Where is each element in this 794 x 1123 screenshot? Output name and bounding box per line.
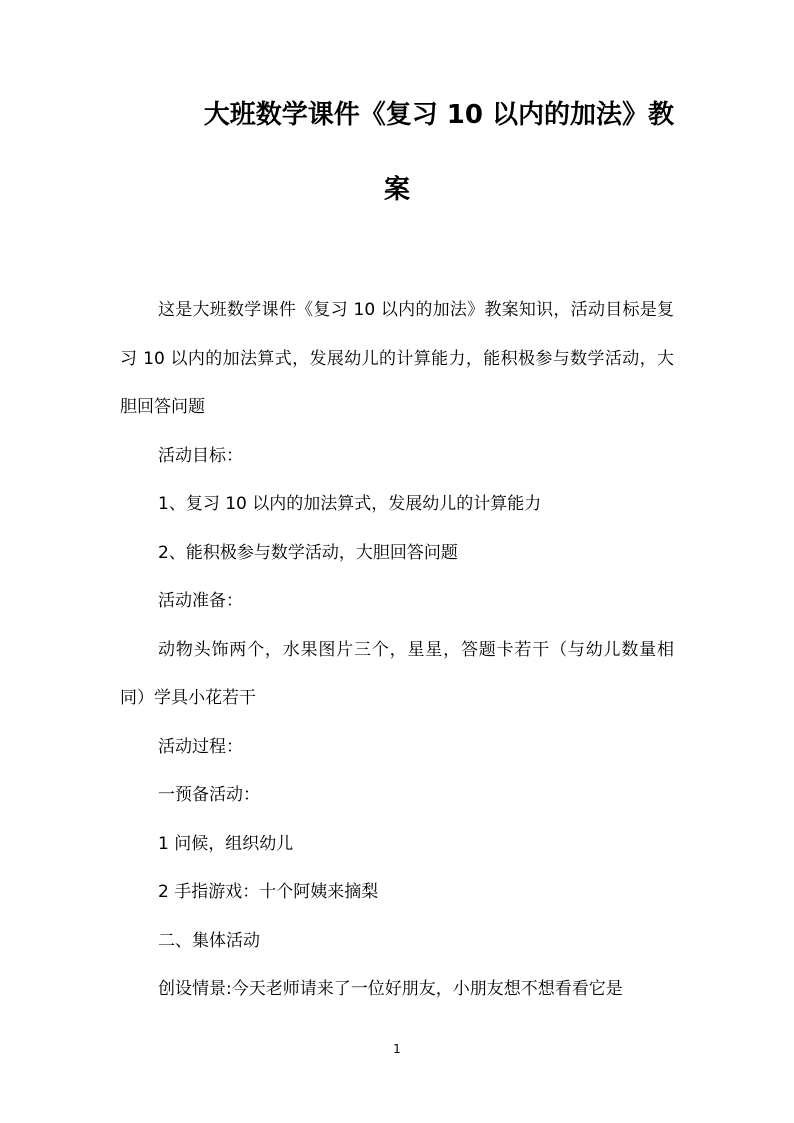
- page-number: 1: [393, 1042, 401, 1056]
- preparation-paragraph: 动物头饰两个，水果图片三个，星星，答题卡若干（与幼儿数量相同）学具小花若干: [120, 639, 674, 708]
- section-heading-process: 活动过程：: [158, 736, 243, 757]
- intro-paragraph: 这是大班数学课件《复习 10 以内的加法》教案知识，活动目标是复习 10 以内的加法算式，发展幼儿的计算能力，能积极参与数学活动，大胆回答问题: [120, 300, 674, 417]
- scenario-paragraph: 创设情景:今天老师请来了一位好朋友，小朋友想不想看看它是: [158, 979, 623, 999]
- objective-item-1: 1、复习 10 以内的加法算式，发展幼儿的计算能力: [158, 494, 542, 514]
- document-title-line-2: 案: [383, 175, 410, 205]
- objective-item-2: 2、能积极参与数学活动，大胆回答问题: [158, 542, 458, 563]
- section-heading-objectives: 活动目标：: [158, 445, 243, 466]
- process-step-heading-1: 一预备活动：: [158, 785, 260, 805]
- process-item-2: 2 手指游戏：十个阿姨来摘梨: [158, 882, 379, 902]
- process-step-heading-2: 二、集体活动: [158, 930, 260, 951]
- section-heading-preparation: 活动准备：: [158, 591, 243, 611]
- document-title-line-1: 大班数学课件《复习 10 以内的加法》教: [203, 100, 674, 130]
- process-item-1: 1 问候，组织幼儿: [158, 833, 294, 854]
- document-body: [120, 286, 674, 1014]
